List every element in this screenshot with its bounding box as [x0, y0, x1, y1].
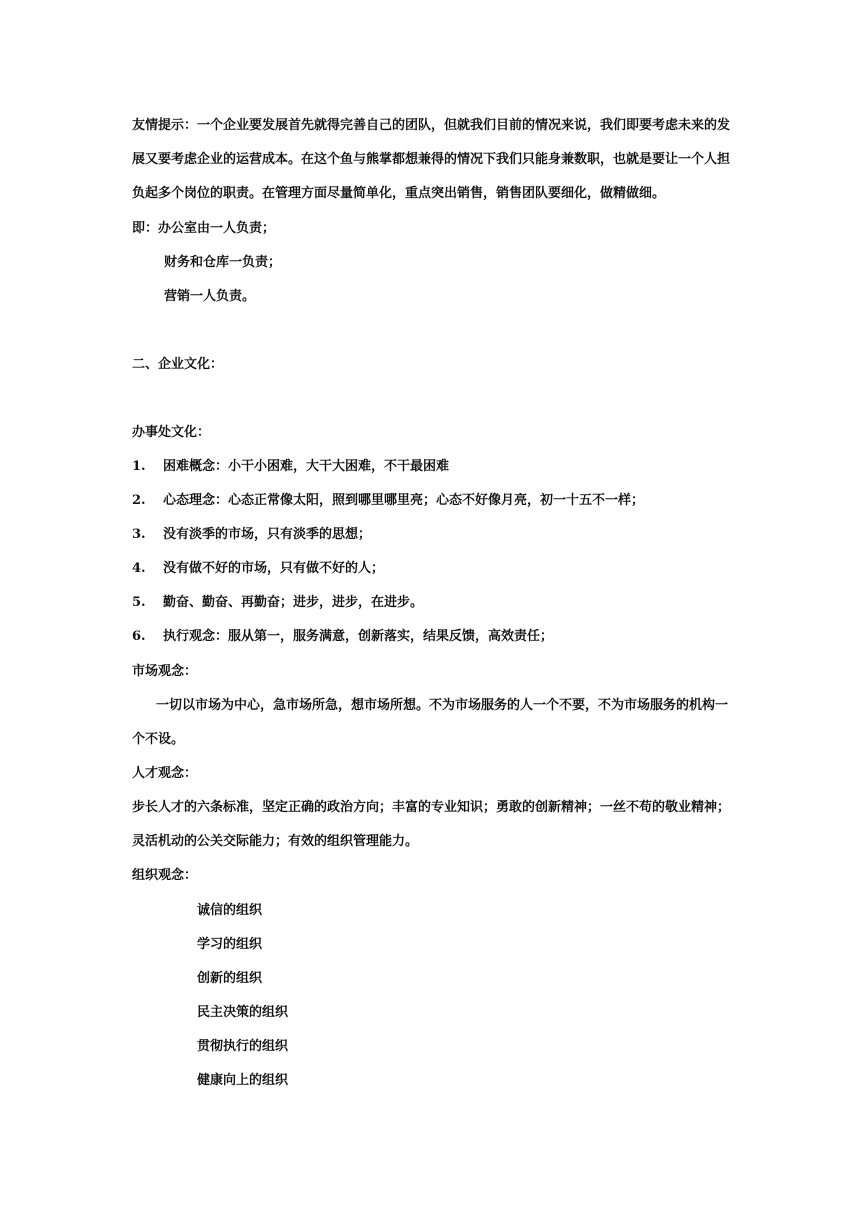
organization-item: 贯彻执行的组织	[197, 1039, 289, 1054]
list-number: 6.	[132, 629, 146, 644]
talent-line: 步长人才的六条标准，坚定正确的政治方向；丰富的专业知识；勇敢的创新精神；一丝不苟的敬业精神；	[132, 800, 731, 815]
tip-line: 负起多个岗位的职责。在管理方面尽量简单化，重点突出销售，销售团队要细化，做精做细。	[132, 186, 666, 201]
list-number: 4.	[132, 561, 146, 576]
list-text: 没有做不好的市场，只有做不好的人；	[163, 561, 385, 576]
market-line: 一切以市场为中心，急市场所急，想市场所想。不为市场服务的人一个不要，不为市场服务的机构一	[156, 698, 729, 713]
list-item	[132, 492, 644, 510]
talent-line: 灵活机动的公关交际能力；有效的组织管理能力。	[132, 834, 419, 849]
staffing-item: 营销一人负责。	[164, 289, 256, 304]
list-text: 执行观念：服从第一，服务满意，创新落实，结果反馈，高效责任；	[163, 629, 554, 644]
staffing-intro: 即：办公室由一人负责；	[132, 221, 276, 236]
list-number: 3.	[132, 527, 146, 542]
list-number: 2.	[132, 493, 146, 508]
list-text: 勤奋、勤奋、再勤奋；进步，进步，在进步。	[163, 595, 424, 610]
list-item	[132, 628, 553, 646]
list-item	[132, 560, 384, 578]
market-line: 个不设。	[132, 732, 185, 747]
list-text: 困难概念：小干小困难，大干大困难，不干最困难	[163, 459, 450, 474]
list-number: 1.	[132, 459, 146, 474]
tip-line: 友情提示：一个企业要发展首先就得完善自己的团队，但就我们目前的情况来说，我们即要考虑未来的发	[132, 118, 731, 133]
organization-item: 健康向上的组织	[197, 1073, 289, 1088]
talent-heading: 人才观念：	[132, 766, 198, 781]
list-item	[132, 458, 449, 476]
list-text: 没有淡季的市场，只有淡季的思想；	[163, 527, 372, 542]
office-culture-heading: 办事处文化：	[132, 425, 211, 440]
organization-item: 诚信的组织	[197, 903, 263, 918]
list-item	[132, 594, 423, 612]
organization-item: 民主决策的组织	[197, 1005, 289, 1020]
organization-item: 创新的组织	[197, 971, 263, 986]
list-text: 心态理念：心态正常像太阳，照到哪里哪里亮；心态不好像月亮，初一十五不一样；	[163, 493, 645, 508]
organization-heading: 组织观念：	[132, 868, 198, 883]
staffing-item: 财务和仓库一负责；	[164, 255, 282, 270]
market-heading: 市场观念：	[132, 664, 198, 679]
organization-item: 学习的组织	[197, 937, 263, 952]
list-number: 5.	[132, 595, 146, 610]
tip-line: 展又要考虑企业的运营成本。在这个鱼与熊掌都想兼得的情况下我们只能身兼数职，也就是要让一个人担	[132, 152, 731, 167]
section-heading: 二、企业文化：	[132, 357, 224, 372]
list-item	[132, 526, 371, 544]
